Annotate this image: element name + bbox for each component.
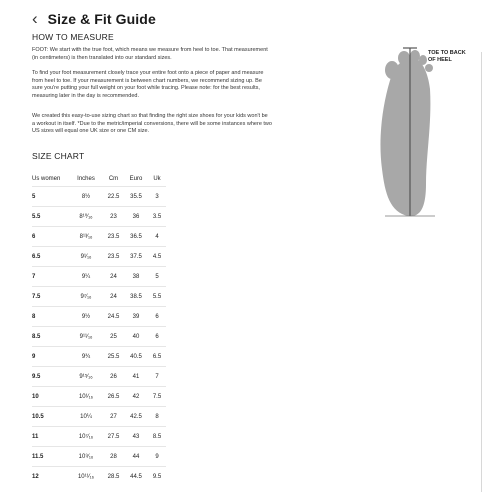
measure-paragraph-2: To find your foot measurement closely trace your entire foot onto a piece of paper and measure from heel to toe. If your measurement is between chart numbers, we recommend sizing up. Be sure you're putting your full weight on your foot while tracing. Please note: for the best results, measuring later in the day is recommended. (32, 70, 264, 99)
chevron-left-icon[interactable]: ‹ (32, 9, 38, 28)
column-header-euro: Euro (129, 176, 143, 182)
cell-uk: 4 (148, 227, 166, 247)
toe-to-heel-label: TOE TO BACK OF HEEL (428, 50, 466, 63)
cell-cm: 28.5 (103, 467, 124, 487)
cell-inches: 10¼ (69, 407, 103, 427)
cell-uk: 3.5 (148, 207, 166, 227)
table-row (32, 307, 166, 327)
table-row (32, 387, 166, 407)
cell-us-women: 11 (32, 427, 69, 447)
measure-paragraph-1: FOOT: We start with the true foot, which means we measure from heel to toe. That measurement (in centimeters) is then translated into our standard sizes. (32, 47, 268, 61)
cell-us-women: 7 (32, 267, 69, 287)
measure-paragraph-3: We created this easy-to-use sizing chart so that finding the right size shoes for your kids won't be a workout in itself. *Due to the metric/imperial conversions, there will be some instances where two US sizes will equal one UK size or one CM size. (32, 113, 272, 135)
cell-euro: 41 (124, 367, 148, 387)
cell-inches: 9¹⁵⁄₁₆ (69, 367, 103, 387)
cell-cm: 25.5 (103, 347, 124, 367)
cell-uk: 6 (148, 307, 166, 327)
table-row (32, 287, 166, 307)
cell-uk: 7 (148, 367, 166, 387)
cell-uk: 7.5 (148, 387, 166, 407)
cell-inches: 8¹³⁄₁₆ (69, 227, 103, 247)
cell-inches: 10¹¹⁄₁₆ (69, 467, 103, 487)
column-header-inches: Inches (77, 176, 95, 182)
size-chart-table (32, 172, 166, 486)
cell-inches: 9½ (69, 307, 103, 327)
cell-euro: 42.5 (124, 407, 148, 427)
cell-uk: 3 (148, 187, 166, 207)
cell-inches: 9⁷⁄₁₆ (69, 287, 103, 307)
cell-inches: 9¹⁄₁₆ (69, 247, 103, 267)
scrollbar-track[interactable] (481, 52, 482, 492)
cell-cm: 26 (103, 367, 124, 387)
cell-cm: 23 (103, 207, 124, 227)
cell-cm: 27.5 (103, 427, 124, 447)
cell-cm: 23.5 (103, 247, 124, 267)
table-row (32, 347, 166, 367)
cell-inches: 8½ (69, 187, 103, 207)
cell-inches: 10⁹⁄₁₆ (69, 447, 103, 467)
cell-us-women: 8.5 (32, 327, 69, 347)
cell-inches: 9¼ (69, 267, 103, 287)
cell-us-women: 5 (32, 187, 69, 207)
cell-us-women: 6.5 (32, 247, 69, 267)
cell-euro: 38 (124, 267, 148, 287)
cell-euro: 37.5 (124, 247, 148, 267)
cell-cm: 22.5 (103, 187, 124, 207)
cell-cm: 24.5 (103, 307, 124, 327)
cell-inches: 9¾ (69, 347, 103, 367)
cell-euro: 36 (124, 207, 148, 227)
cell-us-women: 10.5 (32, 407, 69, 427)
column-header-us-women: Us women (32, 176, 61, 182)
column-header-cm: Cm (108, 176, 119, 182)
cell-uk: 8.5 (148, 427, 166, 447)
cell-us-women: 7.5 (32, 287, 69, 307)
cell-cm: 24 (103, 287, 124, 307)
column-header-uk: Uk (153, 176, 161, 182)
cell-euro: 40 (124, 327, 148, 347)
table-row (32, 467, 166, 487)
cell-uk: 5.5 (148, 287, 166, 307)
cell-euro: 42 (124, 387, 148, 407)
cell-uk: 5 (148, 267, 166, 287)
cell-cm: 25 (103, 327, 124, 347)
cell-cm: 26.5 (103, 387, 124, 407)
cell-us-women: 6 (32, 227, 69, 247)
cell-uk: 9.5 (148, 467, 166, 487)
cell-inches: 10⁷⁄₁₆ (69, 427, 103, 447)
cell-cm: 27 (103, 407, 124, 427)
cell-euro: 39 (124, 307, 148, 327)
table-row (32, 187, 166, 207)
cell-us-women: 10 (32, 387, 69, 407)
cell-uk: 6 (148, 327, 166, 347)
cell-euro: 44.5 (124, 467, 148, 487)
cell-inches: 9¹¹⁄₁₆ (69, 327, 103, 347)
cell-us-women: 9.5 (32, 367, 69, 387)
cell-us-women: 11.5 (32, 447, 69, 467)
cell-us-women: 9 (32, 347, 69, 367)
cell-uk: 8 (148, 407, 166, 427)
how-to-measure-heading: HOW TO MEASURE (32, 32, 114, 42)
size-chart-heading: SIZE CHART (32, 151, 85, 161)
foot-outline-icon (370, 44, 490, 224)
table-row (32, 327, 166, 347)
cell-euro: 44 (124, 447, 148, 467)
cell-uk: 6.5 (148, 347, 166, 367)
table-row (32, 447, 166, 467)
cell-us-women: 5.5 (32, 207, 69, 227)
table-row (32, 367, 166, 387)
cell-cm: 23.5 (103, 227, 124, 247)
table-row (32, 207, 166, 227)
cell-euro: 40.5 (124, 347, 148, 367)
table-row (32, 227, 166, 247)
cell-euro: 36.5 (124, 227, 148, 247)
cell-inches: 8¹⁰⁄₁₆ (69, 207, 103, 227)
table-row (32, 247, 166, 267)
foot-diagram (370, 44, 490, 224)
cell-uk: 4.5 (148, 247, 166, 267)
table-header-row (32, 172, 166, 187)
header (32, 10, 156, 27)
cell-euro: 43 (124, 427, 148, 447)
cell-uk: 9 (148, 447, 166, 467)
cell-inches: 10¹⁄₁₆ (69, 387, 103, 407)
cell-euro: 38.5 (124, 287, 148, 307)
cell-cm: 24 (103, 267, 124, 287)
cell-us-women: 8 (32, 307, 69, 327)
table-row (32, 427, 166, 447)
cell-euro: 35.5 (124, 187, 148, 207)
page-title: Size & Fit Guide (47, 10, 156, 27)
table-row (32, 407, 166, 427)
cell-us-women: 12 (32, 467, 69, 487)
cell-cm: 28 (103, 447, 124, 467)
table-row (32, 267, 166, 287)
